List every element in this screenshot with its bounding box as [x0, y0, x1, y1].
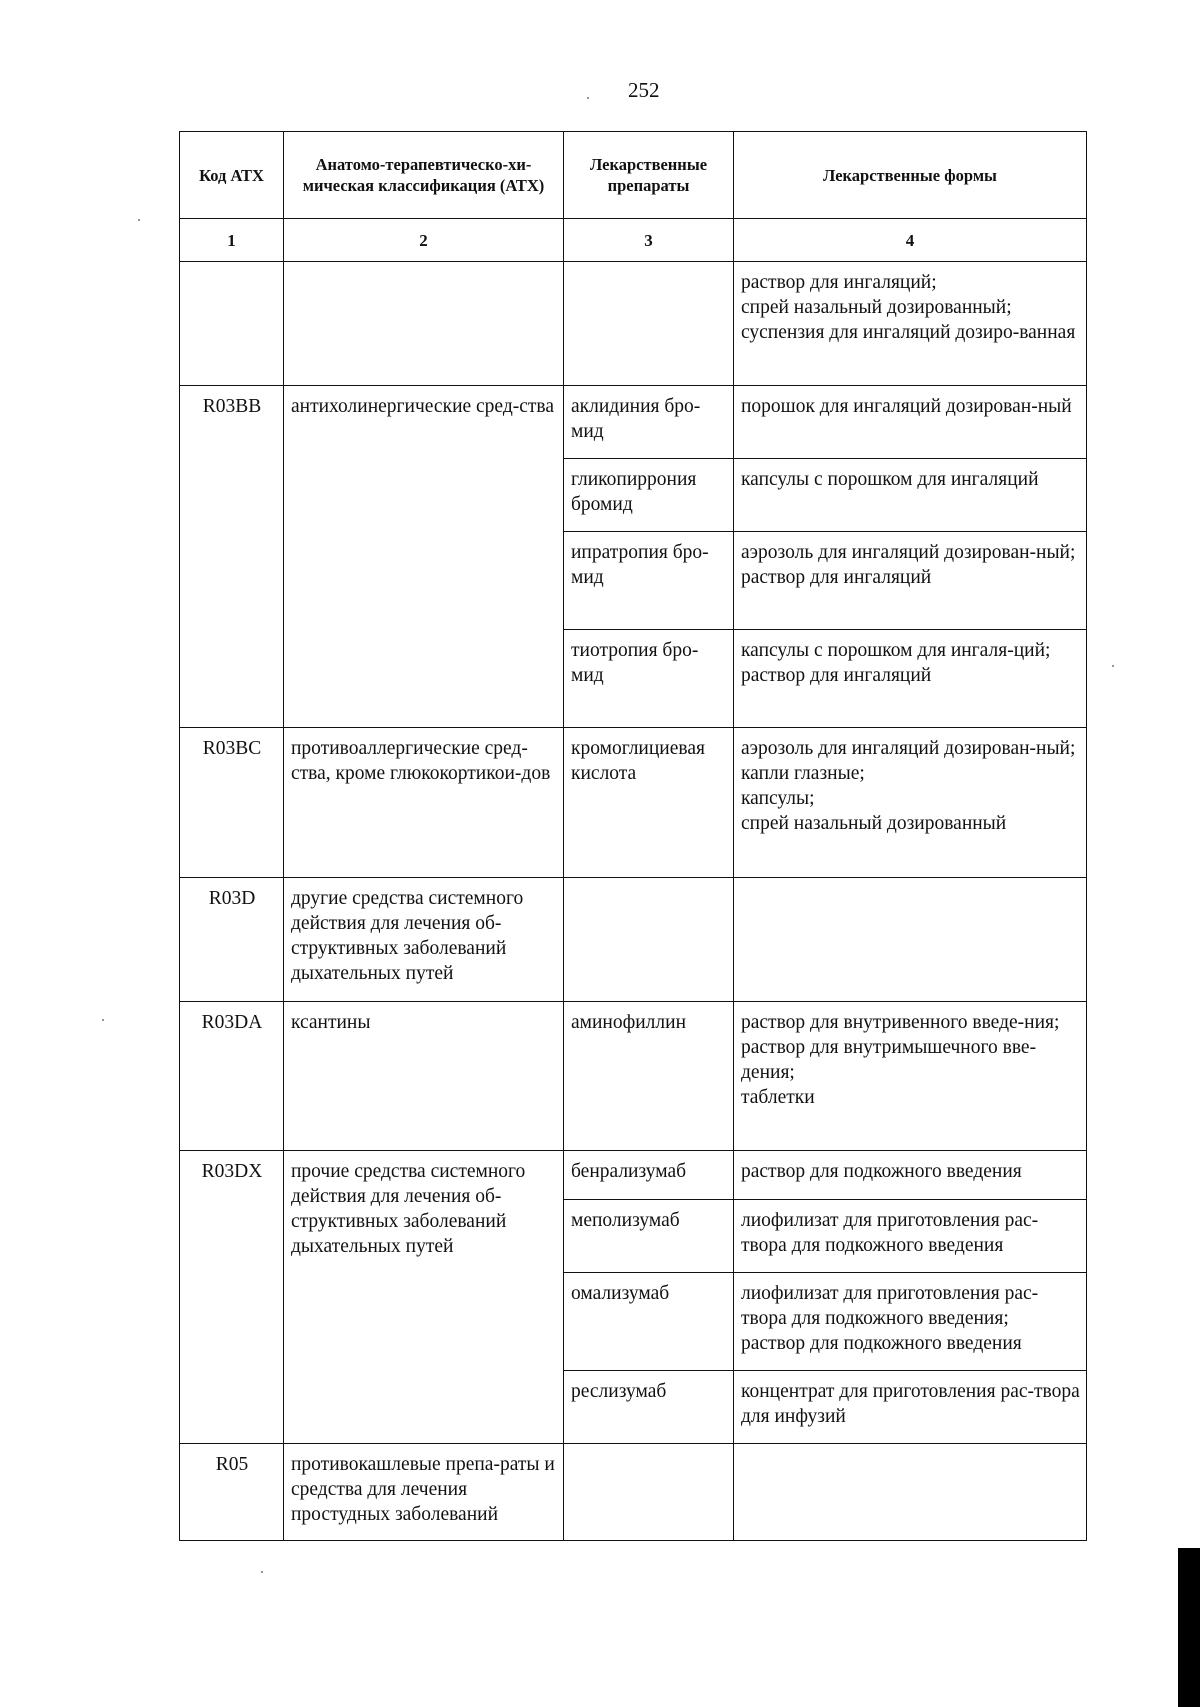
- dosage-forms-cell: [734, 1444, 1087, 1541]
- drug-cell: бенрализумаб: [564, 1151, 734, 1200]
- classification-cell: противокашлевые препа-раты и средства для лечения простудных заболеваний: [284, 1444, 564, 1541]
- dosage-forms-cell: [734, 262, 1087, 386]
- dosage-form: аэрозоль для ингаляций дозирован-ный;: [741, 542, 1076, 563]
- classification-cell: [284, 262, 564, 386]
- header-drugs: Лекарственные препараты: [564, 132, 734, 219]
- column-number: 2: [284, 219, 564, 262]
- table-row: [180, 386, 1087, 459]
- atx-code-cell: R03D: [180, 878, 284, 1002]
- column-number: 3: [564, 219, 734, 262]
- dosage-form: лиофилизат для приготовления рас-твора для подкожного введения: [741, 1210, 1039, 1256]
- dosage-form: раствор для ингаляций;: [741, 272, 937, 293]
- dosage-forms-cell: [734, 386, 1087, 459]
- drug-cell: [564, 262, 734, 386]
- dosage-form: раствор для подкожного введения: [741, 1333, 1022, 1354]
- dosage-form: капсулы с порошком для ингаляций: [741, 469, 1039, 490]
- table-row: [180, 728, 1087, 878]
- dosage-form: раствор для подкожного введения: [741, 1161, 1022, 1182]
- classification-cell: ксантины: [284, 1002, 564, 1151]
- dosage-form: концентрат для приготовления рас-твора для инфузий: [741, 1381, 1080, 1427]
- atx-code-cell: R03BB: [180, 386, 284, 728]
- scan-speck: [587, 97, 589, 99]
- table-header-row: [180, 132, 1087, 219]
- table-row: [180, 1444, 1087, 1541]
- drug-cell: аклидиния бро-мид: [564, 386, 734, 459]
- drug-cell: омализумаб: [564, 1273, 734, 1371]
- dosage-form: аэрозоль для ингаляций дозирован-ный;: [741, 738, 1076, 759]
- dosage-form: спрей назальный дозированный;: [741, 297, 1012, 318]
- dosage-form: таблетки: [741, 1087, 815, 1108]
- drug-cell: кромоглициевая кислота: [564, 728, 734, 878]
- dosage-form: раствор для ингаляций: [741, 665, 932, 686]
- dosage-form: капсулы с порошком для ингаля-ций;: [741, 640, 1051, 661]
- column-numbers-row: [180, 219, 1087, 262]
- dosage-forms-cell: [734, 532, 1087, 630]
- table-row: [180, 1002, 1087, 1151]
- atx-code-cell: [180, 262, 284, 386]
- scan-speck: [102, 1019, 104, 1021]
- atx-classification-table: [179, 131, 1087, 1541]
- drug-cell: меполизумаб: [564, 1200, 734, 1273]
- classification-cell: другие средства системного действия для лечения об-структивных заболеваний дыхательных путей: [284, 878, 564, 1002]
- dosage-forms-cell: [734, 728, 1087, 878]
- dosage-forms-cell: [734, 1371, 1087, 1444]
- dosage-form: раствор для внутривенного введе-ния;: [741, 1012, 1060, 1033]
- classification-cell: антихолинергические сред-ства: [284, 386, 564, 728]
- dosage-form: раствор для ингаляций: [741, 567, 932, 588]
- scan-speck: [261, 1571, 263, 1573]
- atx-code-cell: R03DA: [180, 1002, 284, 1151]
- drug-cell: реслизумаб: [564, 1371, 734, 1444]
- dosage-forms-cell: [734, 1002, 1087, 1151]
- drug-cell: [564, 1444, 734, 1541]
- column-number: 1: [180, 219, 284, 262]
- dosage-form: раствор для внутримышечного вве-дения;: [741, 1037, 1037, 1083]
- table-row: [180, 878, 1087, 1002]
- header-atx-code: Код АТХ: [180, 132, 284, 219]
- dosage-form: суспензия для ингаляций дозиро-ванная: [741, 322, 1076, 343]
- dosage-forms-cell: [734, 459, 1087, 532]
- header-atx-classification: Анатомо-терапевтическо-хи-мическая классификация (АТХ): [284, 132, 564, 219]
- drug-cell: тиотропия бро-мид: [564, 630, 734, 728]
- dosage-form: капли глазные;: [741, 763, 865, 784]
- drug-cell: аминофиллин: [564, 1002, 734, 1151]
- dosage-forms-cell: [734, 1151, 1087, 1200]
- drug-cell: гликопиррония бромид: [564, 459, 734, 532]
- dosage-form: капсулы;: [741, 788, 815, 809]
- scan-speck: [1112, 665, 1114, 667]
- scan-speck: [138, 219, 140, 221]
- atx-code-cell: R03DX: [180, 1151, 284, 1444]
- dosage-forms-cell: [734, 1273, 1087, 1371]
- header-dosage-forms: Лекарственные формы: [734, 132, 1087, 219]
- dosage-forms-cell: [734, 878, 1087, 1002]
- classification-cell: противоаллергические сред-ства, кроме глюкокортикои-дов: [284, 728, 564, 878]
- drug-cell: ипратропия бро-мид: [564, 532, 734, 630]
- atx-code-cell: R03BC: [180, 728, 284, 878]
- table-row: [180, 262, 1087, 386]
- scan-edge-bar: [1178, 1548, 1200, 1707]
- page-number: 252: [628, 78, 660, 102]
- drug-cell: [564, 878, 734, 1002]
- dosage-form: спрей назальный дозированный: [741, 813, 1007, 834]
- dosage-form: порошок для ингаляций дозирован-ный: [741, 396, 1072, 417]
- dosage-form: лиофилизат для приготовления рас-твора для подкожного введения;: [741, 1283, 1039, 1329]
- dosage-forms-cell: [734, 630, 1087, 728]
- atx-code-cell: R05: [180, 1444, 284, 1541]
- column-number: 4: [734, 219, 1087, 262]
- classification-cell: прочие средства системного действия для лечения об-структивных заболеваний дыхательных путей: [284, 1151, 564, 1444]
- dosage-forms-cell: [734, 1200, 1087, 1273]
- table-row: [180, 1151, 1087, 1200]
